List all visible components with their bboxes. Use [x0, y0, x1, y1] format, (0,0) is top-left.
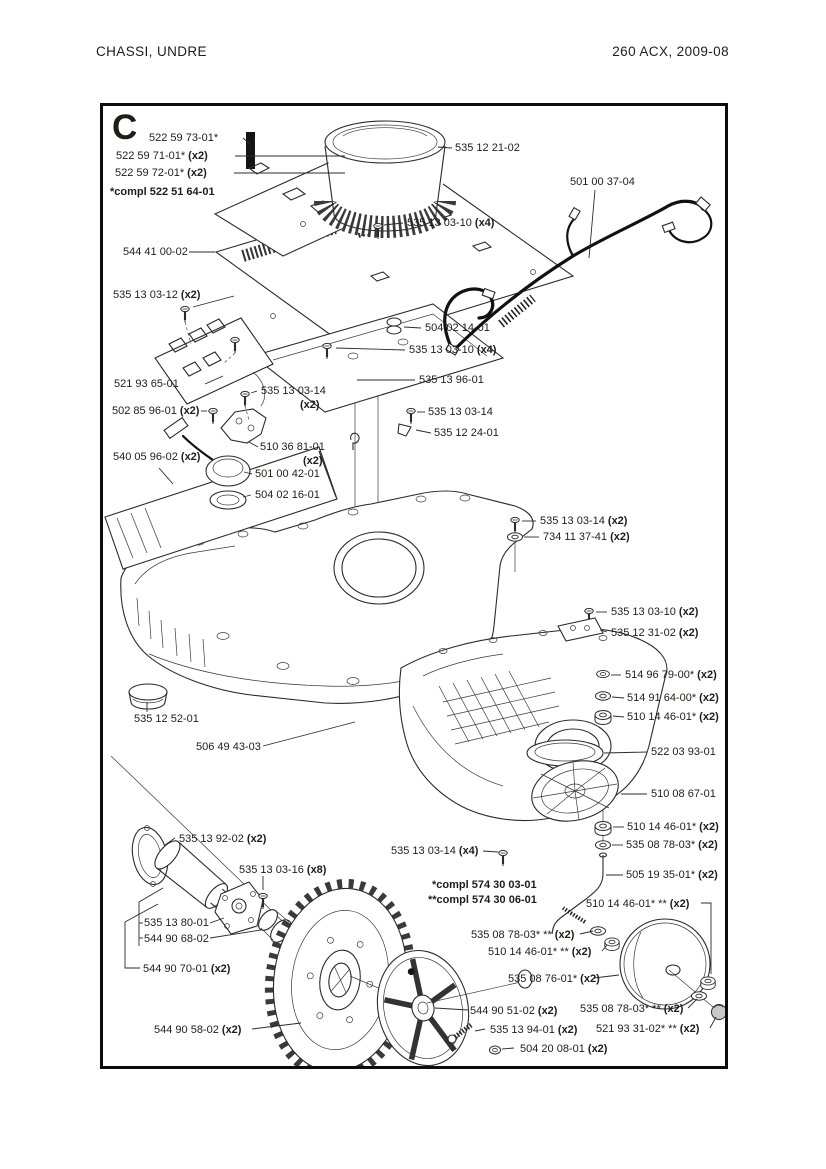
part-label: [261, 385, 326, 398]
part-qty: (x2): [607, 531, 630, 543]
part-qty: (x2): [584, 1043, 608, 1055]
part-qty: (x2): [300, 399, 320, 411]
support-bracket: [221, 409, 266, 443]
part-label: [432, 879, 537, 892]
part-label: [455, 142, 520, 155]
part-label: [134, 713, 199, 726]
part-qty: (x2): [243, 833, 267, 845]
model-revision: 260 ACX, 2009-08: [612, 44, 729, 59]
part-qty: (x2): [577, 973, 600, 985]
part-number: 535 08 78-03*: [626, 839, 696, 851]
sealing-ring: [210, 491, 246, 509]
part-label: [580, 1003, 683, 1016]
part-number: 521 93 31-02* **: [596, 1023, 677, 1035]
part-number: 501 00 37-04: [570, 176, 635, 188]
part-qty: (x2): [185, 150, 208, 162]
part-label: [144, 933, 209, 946]
part-label: [627, 692, 719, 705]
plug-cap: [129, 684, 167, 709]
part-label: [520, 1043, 607, 1056]
part-number: 544 90 70-01: [143, 963, 208, 975]
part-qty: (x2): [554, 1024, 578, 1036]
part-label: [428, 894, 537, 907]
part-number: **compl 574 30 06-01: [428, 894, 537, 906]
washer-icon: [596, 692, 611, 700]
part-qty: (x4): [473, 344, 497, 356]
part-qty: (x2): [177, 451, 201, 463]
hub-cap: [712, 1005, 726, 1020]
part-qty: (x2): [695, 839, 718, 851]
part-label: [391, 845, 478, 858]
part-label: [596, 1023, 699, 1036]
part-number: 535 13 03-10: [611, 606, 676, 618]
screw-icon: [209, 408, 217, 424]
part-number: 521 93 65-01: [114, 378, 179, 390]
part-number: 535 13 03-12: [113, 289, 178, 301]
part-qty: (x2): [660, 1003, 684, 1015]
part-label: [611, 627, 698, 640]
part-qty: (x2): [694, 669, 717, 681]
part-label: [540, 515, 627, 528]
part-number: 506 49 43-03: [196, 741, 261, 753]
part-label: [627, 711, 719, 724]
part-label: [110, 186, 215, 199]
part-label: [123, 246, 188, 259]
part-label: [116, 150, 208, 163]
part-number: 535 13 80-01: [144, 917, 209, 929]
part-number: 504 20 08-01: [520, 1043, 585, 1055]
part-qty: (x2): [568, 946, 592, 958]
part-label: [255, 468, 320, 481]
part-label: [303, 455, 323, 468]
part-label: [196, 741, 261, 754]
part-number: 522 59 71-01*: [116, 150, 186, 162]
bearing-icon: [701, 977, 715, 990]
part-qty: (x2): [604, 515, 628, 527]
bearing-icon: [605, 938, 619, 951]
part-label: [626, 869, 718, 882]
part-number: 544 90 68-02: [144, 933, 209, 945]
part-label: [255, 489, 320, 502]
part-qty: (x2): [177, 289, 201, 301]
part-number: 510 08 67-01: [651, 788, 716, 800]
part-number: 522 59 72-01*: [115, 167, 185, 179]
part-label: [651, 788, 716, 801]
washer-icon: [597, 670, 610, 677]
part-label: [434, 427, 499, 440]
part-label: [419, 374, 484, 387]
part-number: 510 14 46-01*: [627, 711, 697, 723]
part-qty: (x2): [676, 1023, 700, 1035]
diagram-frame: [100, 103, 728, 1069]
part-label: [113, 289, 200, 302]
part-number: 535 13 03-10: [409, 344, 474, 356]
part-number: 535 13 94-01: [490, 1024, 555, 1036]
part-number: 535 13 03-14: [391, 845, 456, 857]
part-label: [144, 917, 209, 930]
part-qty: (x2): [303, 455, 323, 467]
part-number: 734 11 37-41: [543, 531, 608, 543]
part-qty: (x2): [184, 167, 207, 179]
part-qty: (x2): [695, 869, 718, 881]
part-label: [179, 833, 266, 846]
part-qty: (x4): [471, 217, 495, 229]
part-number: 502 85 96-01: [112, 405, 177, 417]
bearing-icon: [595, 711, 611, 725]
part-number: 535 13 03-16: [239, 864, 304, 876]
washer-icon: [508, 533, 523, 541]
part-label: [143, 963, 230, 976]
part-qty: (x8): [303, 864, 327, 876]
part-label: [115, 167, 207, 180]
part-label: [407, 217, 494, 230]
part-label: [570, 176, 635, 189]
part-number: 535 13 03-14: [428, 406, 493, 418]
part-number: 535 13 03-10: [407, 217, 472, 229]
bearing-icon: [595, 822, 611, 836]
part-number: 535 12 31-02: [611, 627, 676, 639]
part-number: 535 13 03-14: [540, 515, 605, 527]
part-label: [651, 746, 716, 759]
part-qty: (x2): [534, 1005, 558, 1017]
part-label: [543, 531, 630, 544]
part-label: [113, 451, 200, 464]
part-number: 535 13 03-14: [261, 385, 326, 397]
part-label: [112, 405, 199, 418]
part-number: 514 91 64-00*: [627, 692, 697, 704]
cable-clip: [351, 424, 411, 450]
part-qty: (x2): [675, 606, 699, 618]
part-number: 514 96 79-00*: [625, 669, 695, 681]
part-number: 535 12 21-02: [455, 142, 520, 154]
washer-icon: [596, 841, 611, 849]
part-label: [488, 946, 591, 959]
rubber-cap: [206, 456, 250, 486]
part-number: 535 12 52-01: [134, 713, 199, 725]
part-number: 544 41 00-02: [123, 246, 188, 258]
diagram-canvas: [103, 106, 725, 1066]
part-number: 535 13 92-02: [179, 833, 244, 845]
part-number: 510 14 46-01* **: [586, 898, 667, 910]
part-label: [154, 1024, 241, 1037]
screw-icon: [499, 850, 507, 866]
part-qty: (x4): [455, 845, 479, 857]
screw-icon: [407, 408, 415, 424]
part-number: 522 03 93-01: [651, 746, 716, 758]
section-letter: C: [112, 108, 138, 147]
part-label: [425, 322, 490, 335]
part-number: 540 05 96-02: [113, 451, 178, 463]
part-label: [114, 378, 179, 391]
part-number: 504 02 16-01: [255, 489, 320, 501]
part-label: [508, 973, 600, 986]
part-label: [586, 898, 689, 911]
part-number: 510 14 46-01*: [627, 821, 697, 833]
part-number: 544 90 51-02: [470, 1005, 535, 1017]
part-number: 544 90 58-02: [154, 1024, 219, 1036]
part-qty: (x2): [675, 627, 699, 639]
part-number: 535 08 76-01*: [508, 973, 578, 985]
part-qty: (x2): [218, 1024, 242, 1036]
part-qty: (x2): [696, 711, 719, 723]
part-number: 535 08 78-03* **: [580, 1003, 661, 1015]
part-label: [149, 132, 218, 145]
part-number: 505 19 35-01*: [626, 869, 696, 881]
page-title: CHASSI, UNDRE: [96, 44, 207, 59]
sensor-circuit-board: [155, 318, 273, 406]
part-label: [428, 406, 493, 419]
part-qty: (x2): [551, 929, 575, 941]
part-label: [611, 606, 698, 619]
antenna-icon: [246, 132, 255, 169]
part-label: [300, 399, 320, 412]
part-number: 510 14 46-01* **: [488, 946, 569, 958]
part-label: [626, 839, 718, 852]
part-qty: (x2): [207, 963, 231, 975]
caster-bolt: [563, 908, 585, 922]
part-number: *compl 522 51 64-01: [110, 186, 215, 198]
part-label: [627, 821, 719, 834]
part-qty: (x2): [696, 821, 719, 833]
part-number: 522 59 73-01*: [149, 132, 219, 144]
part-label: [490, 1024, 577, 1037]
part-qty: (x2): [666, 898, 690, 910]
part-number: 535 13 96-01: [419, 374, 484, 386]
part-number: 501 00 42-01: [255, 468, 320, 480]
part-number: 504 02 14-01: [425, 322, 490, 334]
part-label: [409, 344, 496, 357]
part-number: 535 12 24-01: [434, 427, 499, 439]
part-number: 535 08 78-03* **: [471, 929, 552, 941]
washer-icon: [692, 992, 707, 1000]
screw-icon: [241, 391, 249, 407]
rear-axle: [552, 853, 607, 934]
part-label: [471, 929, 574, 942]
part-qty: (x2): [696, 692, 719, 704]
part-label: [625, 669, 717, 682]
part-label: [470, 1005, 557, 1018]
part-label: [260, 441, 325, 454]
screw-icon: [181, 306, 189, 322]
part-number: *compl 574 30 03-01: [432, 879, 537, 891]
part-label: [239, 864, 326, 877]
washer-icon: [490, 1046, 501, 1054]
part-qty: (x2): [176, 405, 200, 417]
part-number: 510 36 81-01: [260, 441, 325, 453]
